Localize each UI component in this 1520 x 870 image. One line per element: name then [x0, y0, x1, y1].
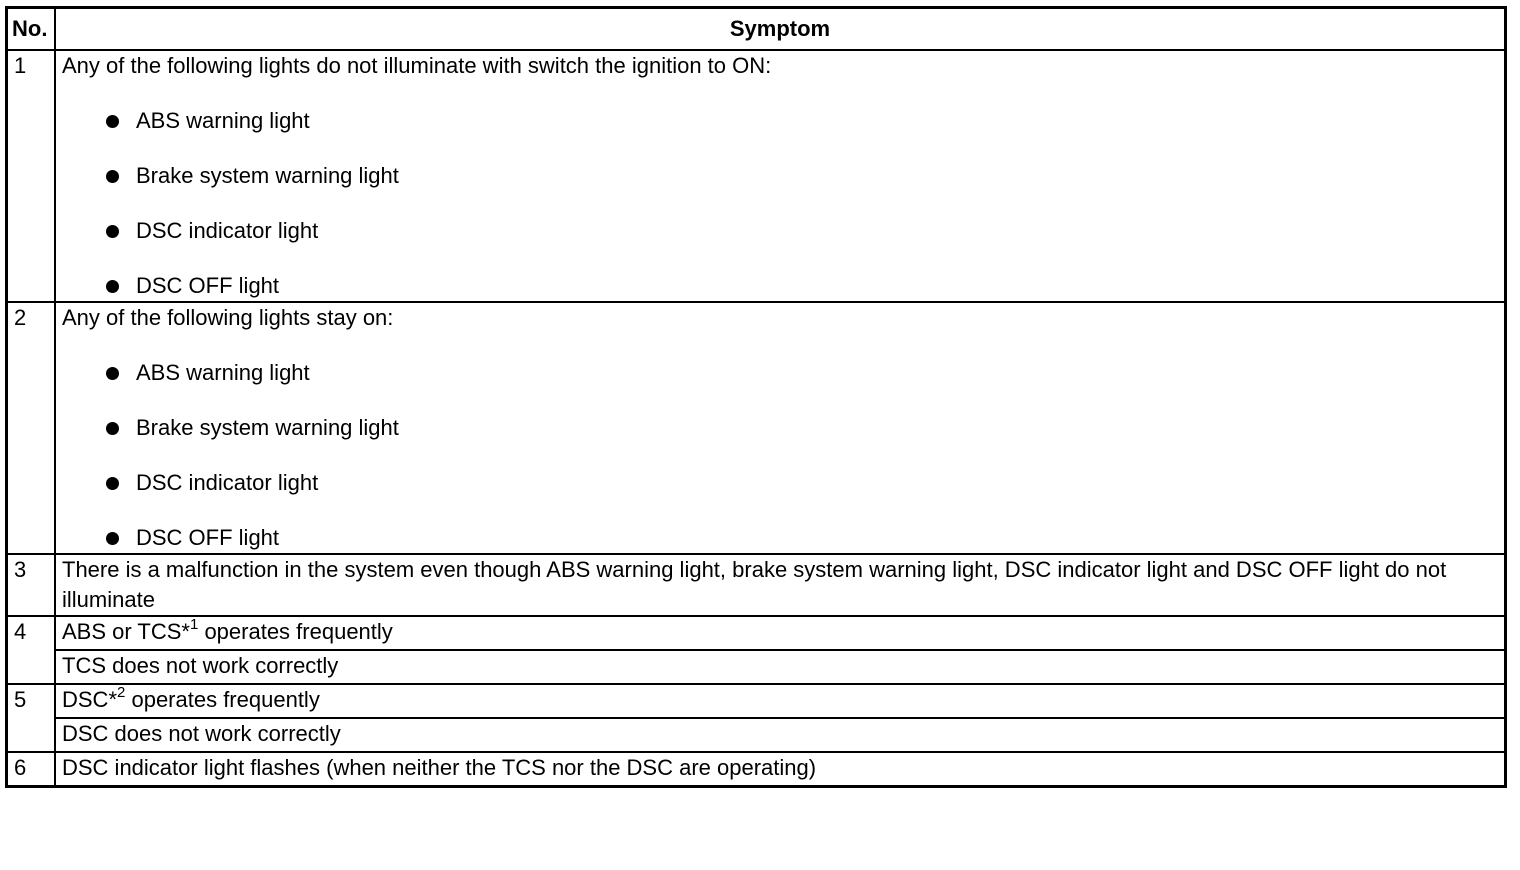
row-number: 4 [7, 616, 56, 684]
list-item [62, 358, 1498, 388]
symptom-cell: DSC does not work correctly [55, 718, 1506, 752]
list-item [62, 468, 1498, 498]
list-item [62, 161, 1498, 191]
symptom-cell: TCS does not work correctly [55, 650, 1506, 684]
light-label: Brake system warning light [136, 415, 399, 440]
symptom-cell [55, 684, 1506, 718]
row-number: 2 [7, 302, 56, 554]
header-row [7, 8, 1506, 51]
symptom-cell [55, 616, 1506, 650]
bullet-icon [106, 280, 119, 293]
table-row [7, 684, 1506, 718]
symptom-text: ABS or TCS* [62, 619, 190, 644]
symptom-cell [55, 302, 1506, 554]
list-item [62, 413, 1498, 443]
light-label: ABS warning light [136, 360, 310, 385]
symptom-table [5, 6, 1507, 788]
header-no: No. [7, 8, 56, 51]
footnote-marker: 1 [189, 615, 199, 633]
light-label: DSC indicator light [136, 470, 319, 495]
bullet-icon [106, 477, 119, 490]
bullet-icon [106, 115, 119, 128]
symptom-text-rest: operates frequently [198, 619, 393, 644]
table-row [7, 718, 1506, 752]
bullet-icon [106, 532, 119, 545]
light-list [62, 358, 1498, 553]
list-item [62, 271, 1498, 301]
light-label: DSC OFF light [136, 525, 280, 550]
list-item [62, 106, 1498, 136]
symptom-text: DSC* [62, 687, 118, 712]
light-label: ABS warning light [136, 108, 310, 133]
symptom-cell: DSC indicator light flashes (when neither the TCS nor the DSC are operating) [55, 752, 1506, 787]
bullet-icon [106, 422, 119, 435]
symptom-text-rest: operates frequently [125, 687, 320, 712]
table-row [7, 50, 1506, 302]
header-symptom: Symptom [55, 8, 1506, 51]
row-number: 1 [7, 50, 56, 302]
symptom-intro: Any of the following lights stay on: [62, 305, 394, 330]
bullet-icon [106, 225, 119, 238]
list-item [62, 216, 1498, 246]
light-label: DSC OFF light [136, 273, 280, 298]
list-item [62, 523, 1498, 553]
row-number: 5 [7, 684, 56, 752]
table-row [7, 616, 1506, 650]
table-row [7, 554, 1506, 616]
symptom-cell: There is a malfunction in the system even though ABS warning light, brake system warning light, DSC indicator light and DSC OFF light do not illuminate [55, 554, 1506, 616]
symptom-intro: Any of the following lights do not illuminate with switch the ignition to ON: [62, 53, 772, 78]
bullet-icon [106, 367, 119, 380]
table-row [7, 650, 1506, 684]
bullet-icon [106, 170, 119, 183]
symptom-cell [55, 50, 1506, 302]
row-number: 3 [7, 554, 56, 616]
light-list [62, 106, 1498, 301]
table-row [7, 752, 1506, 787]
table-row [7, 302, 1506, 554]
footnote-marker: 2 [117, 683, 126, 701]
light-label: DSC indicator light [136, 218, 319, 243]
light-label: Brake system warning light [136, 163, 399, 188]
row-number: 6 [7, 752, 56, 787]
